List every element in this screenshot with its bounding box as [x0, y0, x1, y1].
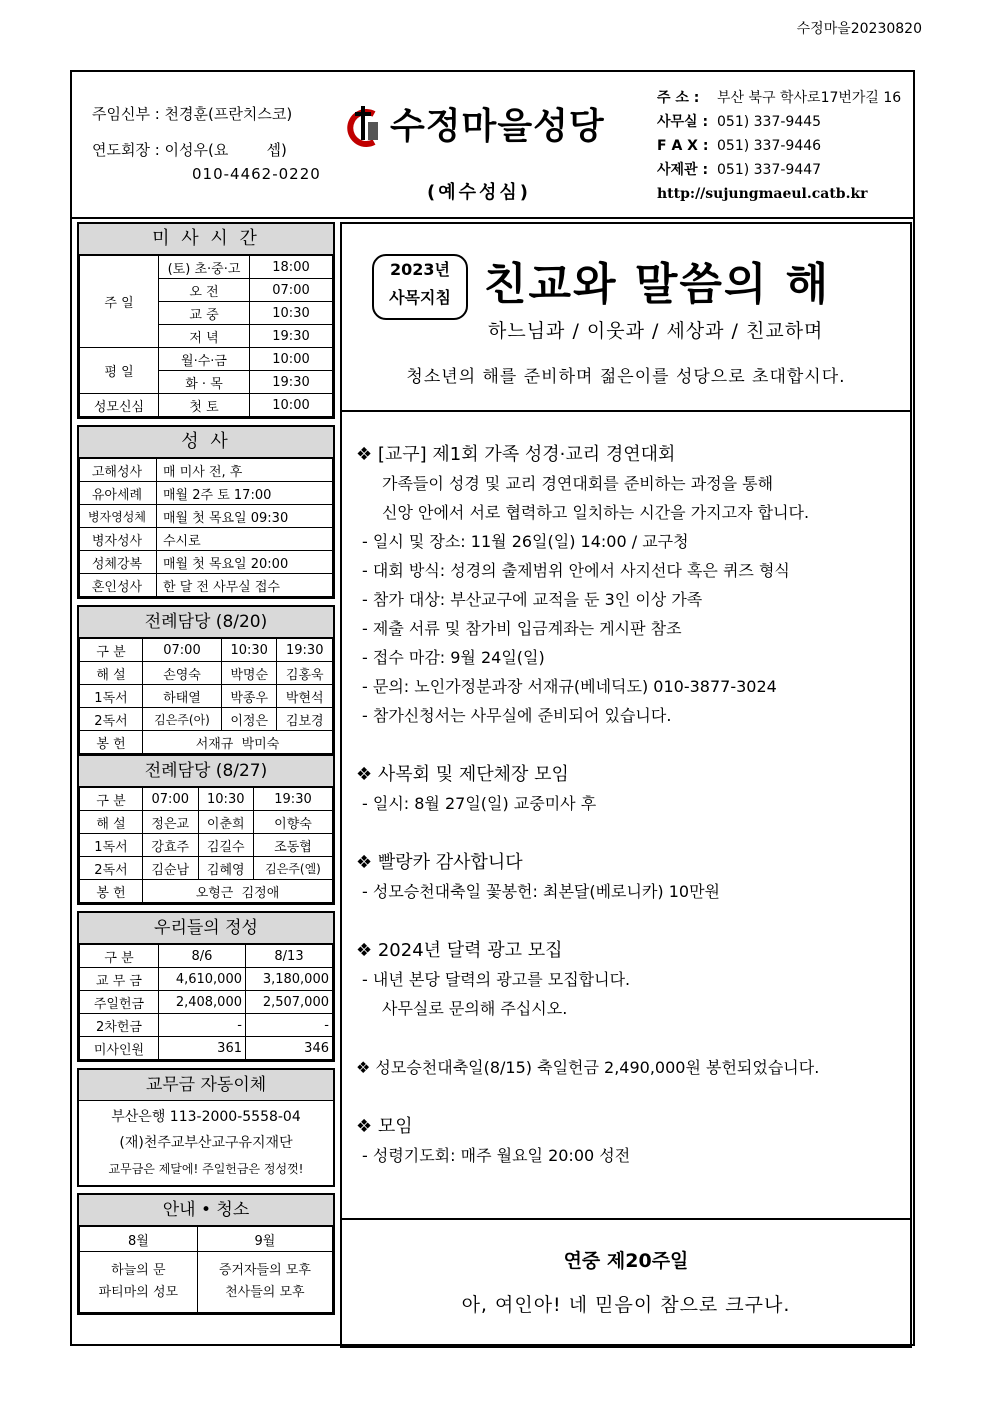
- fax-label: F A X :: [657, 138, 709, 154]
- table-cell: 4,610,000: [159, 968, 246, 991]
- news-detail: - 참가 대상: 부산교구에 교적을 둔 3인 이상 가족: [362, 590, 703, 609]
- table-cell: 박현석: [277, 685, 333, 708]
- sacrament-schedule: 수시로: [157, 528, 333, 551]
- news-title: ❖ 사목회 및 제단체장 모임: [356, 764, 569, 785]
- offering-title: 우리들의 정성: [79, 913, 333, 944]
- offering-box: [77, 911, 335, 1062]
- role-label: 해 설: [80, 811, 143, 834]
- offering-names: 오형근 김정애: [143, 880, 333, 903]
- mass-times-table: [79, 255, 333, 417]
- table-cell: 박명순: [221, 662, 277, 685]
- news-line: 사무실로 문의해 주십시오.: [382, 999, 568, 1018]
- cleaning-group: 증거자들의 모후: [218, 1263, 311, 1278]
- sacrament-name: 병자영성체: [80, 505, 157, 528]
- table-header: 8/13: [246, 945, 333, 968]
- sunday-label: 주 일: [80, 256, 159, 348]
- mass-name: 오 전: [159, 279, 250, 302]
- table-cell: -: [246, 1014, 333, 1037]
- cleaning-group: 파티마의 성모: [98, 1285, 179, 1300]
- news-detail: - 일시 및 장소: 11월 26일(일) 14:00 / 교구청: [362, 532, 689, 551]
- mass-time: 19:30: [250, 325, 333, 348]
- mass-time: 07:00: [250, 279, 333, 302]
- sacraments-box: [77, 425, 335, 599]
- table-header: 19:30: [254, 788, 333, 811]
- liturgy-0827-title: 전례담당 (8/27): [79, 756, 333, 787]
- council-chair: 연도회장 : 이성우(요 셉): [92, 141, 287, 159]
- sacrament-schedule: 매월 첫 목요일 20:00: [157, 551, 333, 574]
- clergy-info: [92, 102, 321, 186]
- guide-table: [79, 1226, 333, 1313]
- role-label: 1독서: [80, 834, 143, 857]
- offering-label: 주일헌금: [80, 991, 159, 1014]
- sacrament-schedule: 매월 첫 목요일 09:30: [157, 505, 333, 528]
- offering-names: 서재규 박미숙: [143, 731, 333, 754]
- table-header: 10:30: [198, 788, 254, 811]
- fax-number: 051) 337-9446: [717, 138, 822, 154]
- liturgy-0827-box: [77, 756, 335, 905]
- sacrament-name: 혼인성사: [80, 574, 157, 597]
- pastoral-badge: [372, 254, 468, 320]
- news-detail: - 성모승천대축일 꽃봉헌: 최본달(베로니카) 10만원: [362, 882, 721, 901]
- liturgy-0820-box: [77, 605, 335, 756]
- bulletin-frame: [70, 70, 915, 1346]
- mass-name: (토) 초·중·고: [159, 256, 250, 279]
- table-cell: 손영숙: [143, 662, 222, 685]
- address: 부산 북구 학사로17번가길 16: [717, 90, 902, 106]
- church-logo: [344, 96, 644, 156]
- cleaning-group: 천사들의 모후: [225, 1285, 305, 1300]
- theme-box: [340, 222, 912, 412]
- news-title: ❖ [교구] 제1회 가족 성경·교리 경연대회: [356, 444, 676, 465]
- right-column: [340, 222, 913, 1348]
- table-cell: 3,180,000: [246, 968, 333, 991]
- table-header: 07:00: [143, 639, 222, 662]
- church-emblem-icon: [344, 102, 384, 152]
- news-detail: - 참가신청서는 사무실에 준비되어 있습니다.: [362, 706, 672, 725]
- sacraments-title: 성 사: [79, 427, 333, 458]
- table-cell: 김홍욱: [277, 662, 333, 685]
- autopay-info: [79, 1101, 333, 1185]
- role-label: 1독서: [80, 685, 143, 708]
- left-column: [77, 222, 335, 1321]
- news-line: 신앙 안에서 서로 협력하고 일치하는 시간을 가지고자 합니다.: [382, 503, 810, 522]
- role-label: 봉 헌: [80, 731, 143, 754]
- table-cell: 김은주(엘): [254, 857, 333, 880]
- first-saturday-label: 성모신심: [80, 394, 159, 417]
- news-detail: - 일시: 8월 27일(일) 교중미사 후: [362, 794, 597, 813]
- address-label: 주 소 :: [657, 90, 700, 106]
- mass-name: 월·수·금: [159, 348, 250, 371]
- table-header: 19:30: [277, 639, 333, 662]
- mass-name: 첫 토: [159, 394, 250, 417]
- table-cell: 조동협: [254, 834, 333, 857]
- table-header: 10:30: [221, 639, 277, 662]
- table-cell: 하태열: [143, 685, 222, 708]
- document-id: 수정마을20230820: [796, 21, 922, 37]
- table-header: 구 분: [80, 639, 143, 662]
- sacrament-schedule: 매월 2주 토 17:00: [157, 482, 333, 505]
- account-holder: (재)천주교부산교구유지재단: [119, 1135, 293, 1151]
- table-header: 9월: [197, 1227, 332, 1252]
- mass-name: 저 녁: [159, 325, 250, 348]
- sacrament-name: 성체강복: [80, 551, 157, 574]
- role-label: 2독서: [80, 857, 143, 880]
- table-cell: 김길수: [198, 834, 254, 857]
- news-title: ❖ 2024년 달력 광고 모집: [356, 940, 563, 961]
- office-label: 사무실 :: [657, 114, 709, 130]
- table-cell: 이정은: [221, 708, 277, 731]
- sacrament-schedule: 한 달 전 사무실 접수: [157, 574, 333, 597]
- mass-time: 10:30: [250, 302, 333, 325]
- role-label: 2독서: [80, 708, 143, 731]
- news-title: ❖ 성모승천대축일(8/15) 축일헌금 2,490,000원 봉헌되었습니다.: [356, 1058, 820, 1077]
- sunday-box: [340, 1218, 912, 1348]
- pastor: 주임신부 : 천경훈(프란치스코): [92, 105, 293, 123]
- autopay-box: [77, 1068, 335, 1187]
- invitation-text: 청소년의 해를 준비하며 젊은이를 성당으로 초대합시다.: [406, 367, 846, 387]
- autopay-note: 교무금은 제달에! 주일헌금은 정성껏!: [108, 1162, 304, 1176]
- table-cell: 김보경: [277, 708, 333, 731]
- office-phone: 051) 337-9445: [717, 114, 822, 130]
- table-header: 구 분: [80, 788, 143, 811]
- cleaning-group: 하늘의 문: [111, 1263, 166, 1278]
- church-name: 수정마을성당: [390, 106, 605, 147]
- website-link[interactable]: http://sujungmaeul.catb.kr: [657, 186, 868, 202]
- offering-label: 2차헌금: [80, 1014, 159, 1037]
- table-cell: 361: [159, 1037, 246, 1060]
- table-cell: 정은교: [143, 811, 199, 834]
- sacraments-table: [79, 458, 333, 597]
- mass-name: 화 · 목: [159, 371, 250, 394]
- bank-account: 부산은행 113-2000-5558-04: [111, 1109, 301, 1125]
- news-list: [356, 440, 901, 1170]
- table-header: 8월: [80, 1227, 198, 1252]
- weekday-label: 평 일: [80, 348, 159, 394]
- table-cell: 이향숙: [254, 811, 333, 834]
- guide-box: [77, 1193, 335, 1315]
- council-chair-phone: 010-4462-0220: [192, 165, 321, 183]
- table-cell: 2,507,000: [246, 991, 333, 1014]
- news-detail: - 문의: 노인가정분과장 서재규(베네딕도) 010-3877-3024: [362, 677, 777, 696]
- badge-year: 2023년: [390, 260, 450, 279]
- offering-label: 미사인원: [80, 1037, 159, 1060]
- table-cell: 김혜영: [198, 857, 254, 880]
- table-cell: 강효주: [143, 834, 199, 857]
- news-detail: - 성령기도회: 매주 월요일 20:00 성전: [362, 1146, 631, 1165]
- table-cell: -: [159, 1014, 246, 1037]
- liturgy-0820-table: [79, 638, 333, 754]
- autopay-title: 교무금 자동이체: [79, 1070, 333, 1101]
- table-cell: 김은주(아): [143, 708, 222, 731]
- role-label: 해 설: [80, 662, 143, 685]
- pastoral-slogan: 친교와 말씀의 해: [484, 259, 831, 310]
- sunday-verse: 아, 여인아! 네 믿음이 참으로 크구나.: [461, 1294, 791, 1316]
- badge-label: 사목지침: [389, 288, 451, 307]
- news-detail: - 대회 방식: 성경의 출제범위 안에서 사지선다 혹은 퀴즈 형식: [362, 561, 790, 580]
- table-cell: 이춘희: [198, 811, 254, 834]
- sacrament-name: 유아세례: [80, 482, 157, 505]
- slogan-subtitle: 하느님과 / 이웃과 / 세상과 / 친교하며: [488, 320, 824, 342]
- table-cell: 박종우: [221, 685, 277, 708]
- news-title: ❖ 빨랑카 감사합니다: [356, 852, 523, 873]
- liturgy-0827-table: [79, 787, 333, 903]
- offering-table: [79, 944, 333, 1060]
- mass-times-box: [77, 222, 335, 419]
- contact-info: [657, 86, 901, 206]
- offering-label: 교 무 금: [80, 968, 159, 991]
- news-detail: - 제출 서류 및 참가비 입금계좌는 게시판 참조: [362, 619, 682, 638]
- mass-name: 교 중: [159, 302, 250, 325]
- role-label: 봉 헌: [80, 880, 143, 903]
- table-header: 8/6: [159, 945, 246, 968]
- sacrament-name: 고해성사: [80, 459, 157, 482]
- news-detail: - 내년 본당 달력의 광고를 모집합니다.: [362, 970, 631, 989]
- sacrament-name: 병자성사: [80, 528, 157, 551]
- mass-time: 19:30: [250, 371, 333, 394]
- table-header: 구 분: [80, 945, 159, 968]
- feast-name: (예수성심): [427, 182, 532, 203]
- header: [72, 72, 913, 219]
- mass-time: 10:00: [250, 394, 333, 417]
- mass-time: 10:00: [250, 348, 333, 371]
- sunday-title: 연중 제20주일: [563, 1250, 689, 1272]
- news-line: 가족들이 성경 및 교리 경연대회를 준비하는 과정을 통해: [382, 474, 774, 493]
- news-title: ❖ 모임: [356, 1116, 413, 1137]
- table-cell: 346: [246, 1037, 333, 1060]
- rectory-label: 사제관 :: [657, 162, 709, 178]
- mass-time: 18:00: [250, 256, 333, 279]
- liturgy-0820-title: 전례담당 (8/20): [79, 607, 333, 638]
- table-cell: 김순남: [143, 857, 199, 880]
- table-cell: [197, 1252, 332, 1313]
- sacrament-schedule: 매 미사 전, 후: [157, 459, 333, 482]
- table-cell: [80, 1252, 198, 1313]
- guide-title: 안내 • 청소: [79, 1195, 333, 1226]
- news-box: [340, 410, 912, 1220]
- mass-times-title: 미 사 시 간: [79, 224, 333, 255]
- news-detail: - 접수 마감: 9월 24일(일): [362, 648, 545, 667]
- table-header: 07:00: [143, 788, 199, 811]
- table-cell: 2,408,000: [159, 991, 246, 1014]
- rectory-phone: 051) 337-9447: [717, 162, 822, 178]
